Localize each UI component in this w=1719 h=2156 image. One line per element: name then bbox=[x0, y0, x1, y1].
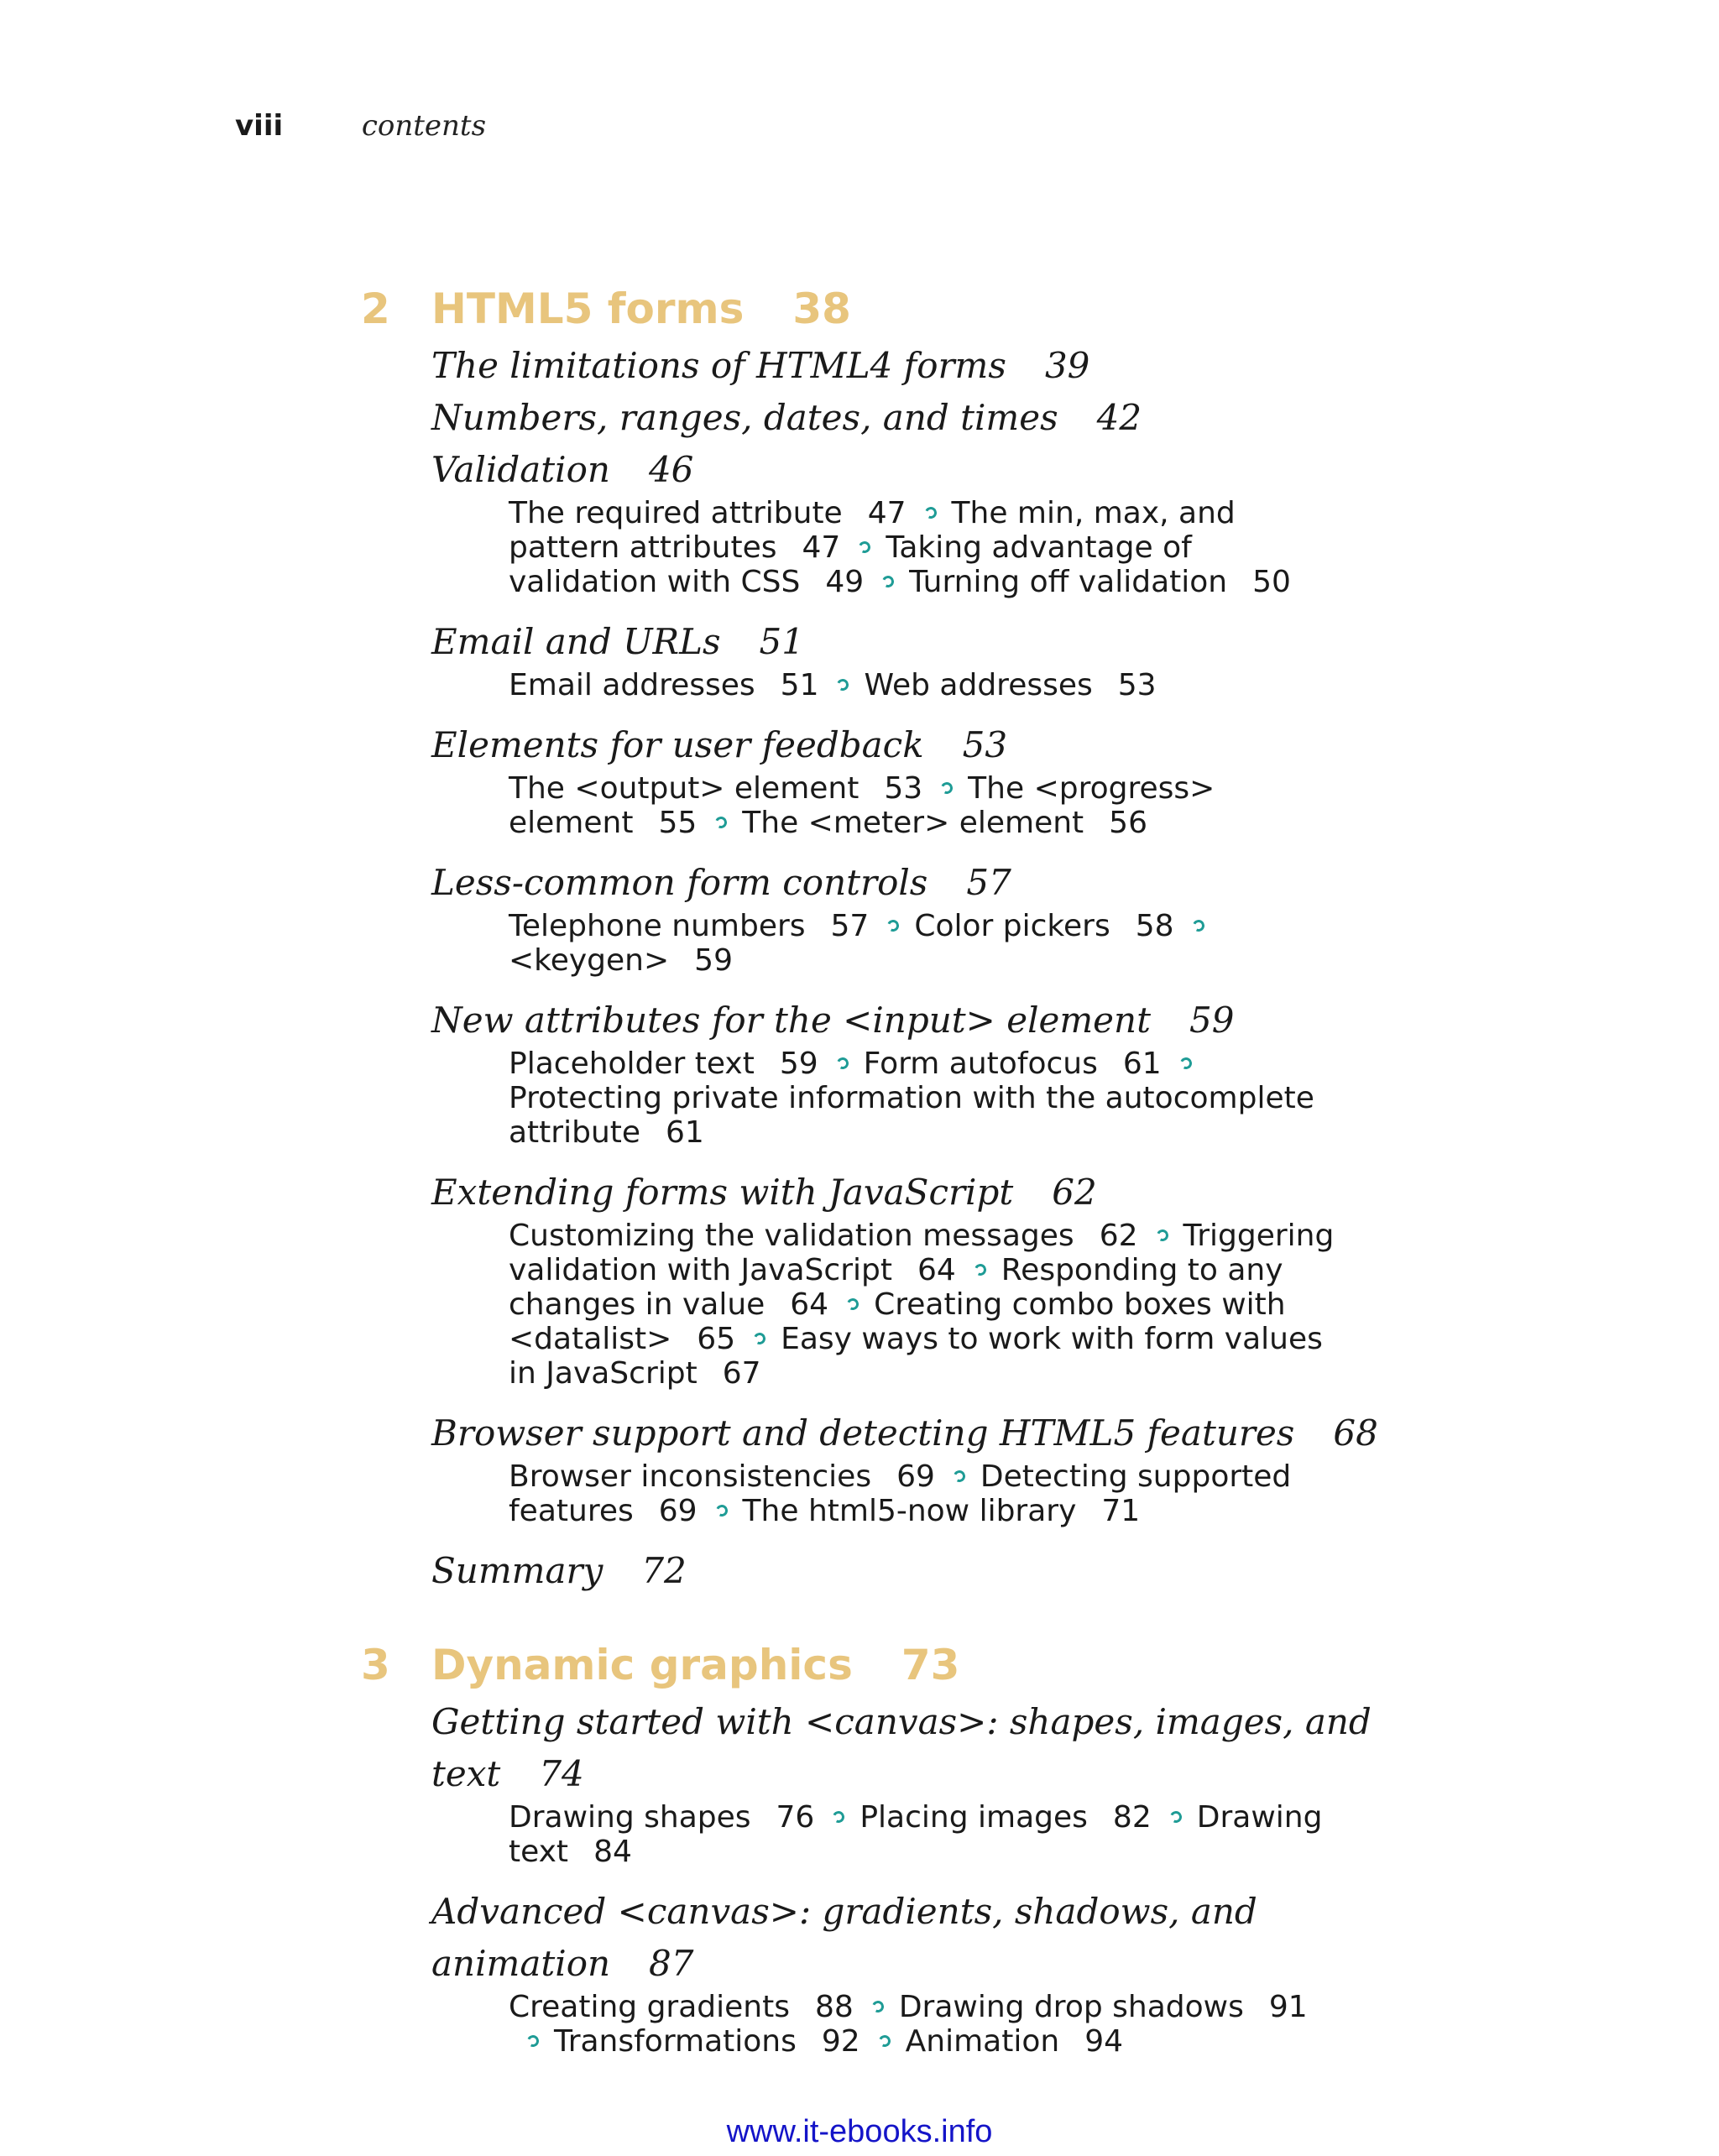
subsection-title: Drawing shapes bbox=[509, 1800, 751, 1835]
section-entry[interactable] bbox=[431, 444, 1519, 496]
section-page-number: 57 bbox=[966, 862, 1011, 903]
subsection-entry[interactable] bbox=[509, 1459, 935, 1494]
subsection-title: Transformations bbox=[554, 2024, 797, 2059]
section-entry[interactable] bbox=[431, 719, 1519, 771]
subsection-title: Drawing text bbox=[509, 1800, 1323, 1869]
subsection-title: Protecting private information with the autocomplete attribute bbox=[509, 1081, 1314, 1150]
chapter-heading[interactable] bbox=[361, 1637, 1519, 1693]
subsection-page-number: 49 bbox=[825, 565, 865, 599]
bullet-icon bbox=[973, 1262, 988, 1277]
section-page-number: 72 bbox=[641, 1550, 687, 1591]
section-entry[interactable] bbox=[431, 1407, 1519, 1459]
subsection-page-number: 64 bbox=[917, 1253, 956, 1287]
bullet-icon bbox=[713, 815, 729, 830]
chapter-heading[interactable] bbox=[361, 281, 1519, 337]
toc-section bbox=[431, 1886, 1519, 2059]
subsection-entry[interactable] bbox=[899, 1990, 1308, 2024]
subsection-list bbox=[509, 1990, 1348, 2059]
toc-section bbox=[431, 994, 1519, 1150]
subsection-entry[interactable] bbox=[864, 668, 1156, 702]
subsection-page-number: 59 bbox=[694, 943, 733, 978]
subsection-title: Web addresses bbox=[864, 668, 1093, 702]
subsection-title: Detecting supported features bbox=[509, 1459, 1292, 1528]
running-head bbox=[235, 109, 486, 143]
subsection-title: Creating combo boxes with <datalist> bbox=[509, 1287, 1286, 1356]
subsection-title: Placing images bbox=[860, 1800, 1088, 1835]
bullet-icon bbox=[845, 1297, 860, 1312]
subsection-page-number: 62 bbox=[1099, 1219, 1138, 1253]
subsection-entry[interactable] bbox=[509, 668, 818, 702]
subsection-list bbox=[509, 1047, 1348, 1150]
subsection-title: The <meter> element bbox=[742, 806, 1084, 840]
section-page-number: 68 bbox=[1333, 1412, 1378, 1454]
subsection-title: Customizing the validation messages bbox=[509, 1219, 1074, 1253]
section-page-number: 74 bbox=[539, 1753, 584, 1794]
subsection-entry[interactable] bbox=[509, 1047, 818, 1081]
subsection-entry[interactable] bbox=[554, 2024, 860, 2059]
subsection-entry[interactable] bbox=[860, 1800, 1151, 1835]
subsection-title: The <progress> element bbox=[509, 771, 1215, 840]
subsection-title: Email addresses bbox=[509, 668, 755, 702]
bullet-icon bbox=[870, 1999, 886, 2014]
toc-section bbox=[431, 719, 1519, 840]
section-title: Browser support and detecting HTML5 features bbox=[431, 1412, 1295, 1454]
toc-section bbox=[431, 1545, 1519, 1597]
bullet-icon bbox=[1178, 1056, 1194, 1071]
section-page-number: 46 bbox=[648, 449, 694, 490]
subsection-title: Triggering validation with JavaScript bbox=[509, 1219, 1335, 1287]
subsection-title: Drawing drop shadows bbox=[898, 1990, 1244, 2024]
subsection-page-number: 92 bbox=[821, 2024, 860, 2059]
subsection-title: <keygen> bbox=[509, 943, 670, 978]
subsection-page-number: 50 bbox=[1252, 565, 1291, 599]
section-title: Email and URLs bbox=[431, 621, 721, 662]
subsection-page-number: 61 bbox=[666, 1115, 704, 1150]
toc-section bbox=[431, 1407, 1519, 1528]
subsection-page-number: 67 bbox=[722, 1356, 761, 1391]
toc-section bbox=[431, 392, 1519, 444]
toc-section bbox=[431, 1167, 1519, 1391]
section-title: Less-common form controls bbox=[431, 862, 928, 903]
subsection-entry[interactable] bbox=[509, 1081, 1314, 1150]
subsection-page-number: 47 bbox=[802, 530, 841, 565]
subsection-entry[interactable] bbox=[509, 771, 922, 806]
bullet-icon bbox=[886, 918, 901, 933]
subsection-list bbox=[509, 1459, 1348, 1528]
bullet-icon bbox=[880, 574, 896, 589]
subsection-page-number: 82 bbox=[1112, 1800, 1152, 1835]
footer-link[interactable]: www.it-ebooks.info bbox=[726, 2114, 993, 2149]
subsection-page-number: 76 bbox=[776, 1800, 815, 1835]
bullet-icon bbox=[1191, 918, 1206, 933]
bullet-icon bbox=[939, 780, 954, 796]
section-title: New attributes for the <input> element bbox=[431, 1000, 1151, 1041]
subsection-entry[interactable] bbox=[509, 943, 733, 978]
section-page-number: 59 bbox=[1189, 1000, 1235, 1041]
section-title: Summary bbox=[431, 1550, 603, 1591]
subsection-page-number: 56 bbox=[1109, 806, 1147, 840]
section-entry[interactable] bbox=[431, 1696, 1519, 1800]
subsection-entry[interactable] bbox=[509, 1990, 854, 2024]
subsection-list bbox=[509, 1219, 1348, 1391]
subsection-entry[interactable] bbox=[742, 806, 1147, 840]
subsection-title: Placeholder text bbox=[509, 1047, 755, 1081]
subsection-title: The html5-now library bbox=[742, 1494, 1077, 1528]
subsection-entry[interactable] bbox=[914, 909, 1173, 943]
bullet-icon bbox=[836, 677, 851, 692]
subsection-page-number: 91 bbox=[1268, 1990, 1308, 2024]
subsection-page-number: 53 bbox=[884, 771, 923, 806]
section-page-number: 62 bbox=[1052, 1172, 1097, 1213]
bullet-icon bbox=[752, 1331, 767, 1346]
subsection-page-number: 64 bbox=[790, 1287, 829, 1322]
chapter-page-number: 73 bbox=[901, 1641, 960, 1689]
section-entry[interactable] bbox=[431, 1167, 1519, 1219]
chapter-number: 2 bbox=[361, 285, 390, 333]
subsection-page-number: 61 bbox=[1122, 1047, 1162, 1081]
subsection-list bbox=[509, 909, 1348, 978]
section-title: Numbers, ranges, dates, and times bbox=[431, 397, 1058, 438]
subsection-title: Creating gradients bbox=[509, 1990, 790, 2024]
subsection-list bbox=[509, 771, 1348, 840]
subsection-list bbox=[509, 496, 1348, 599]
subsection-page-number: 71 bbox=[1101, 1494, 1141, 1528]
subsection-title: Browser inconsistencies bbox=[509, 1459, 872, 1494]
bullet-icon bbox=[877, 2033, 892, 2049]
section-title: Getting started with <canvas>: shapes, images, and text bbox=[431, 1701, 1372, 1794]
subsection-entry[interactable] bbox=[743, 1494, 1141, 1528]
section-title: Validation bbox=[431, 449, 610, 490]
bullet-icon bbox=[857, 540, 872, 555]
section-page-number: 87 bbox=[649, 1943, 694, 1984]
subsection-title: Color pickers bbox=[914, 909, 1110, 943]
subsection-page-number: 94 bbox=[1084, 2024, 1124, 2059]
subsection-title: Animation bbox=[905, 2024, 1060, 2059]
section-page-number: 51 bbox=[759, 621, 804, 662]
bullet-icon bbox=[714, 1503, 729, 1518]
subsection-title: Responding to any changes in value bbox=[509, 1253, 1283, 1322]
subsection-page-number: 55 bbox=[658, 806, 698, 840]
section-page-number: 42 bbox=[1096, 397, 1142, 438]
chapter-title: Dynamic graphics bbox=[431, 1641, 853, 1689]
section-title: The limitations of HTML4 forms bbox=[431, 345, 1006, 386]
subsection-title: Taking advantage of validation with CSS bbox=[509, 530, 1192, 599]
bullet-icon bbox=[525, 2033, 541, 2049]
bullet-icon bbox=[952, 1469, 967, 1484]
section-entry[interactable] bbox=[431, 616, 1519, 668]
chapter-page-number: 38 bbox=[792, 285, 851, 333]
toc-section bbox=[431, 444, 1519, 599]
subsection-page-number: 59 bbox=[779, 1047, 818, 1081]
toc-section bbox=[431, 616, 1519, 702]
subsection-page-number: 53 bbox=[1117, 668, 1157, 702]
subsection-title: The required attribute bbox=[509, 496, 843, 530]
subsection-page-number: 69 bbox=[896, 1459, 935, 1494]
bullet-icon bbox=[1155, 1228, 1170, 1243]
table-of-contents bbox=[361, 281, 1519, 2075]
bullet-icon bbox=[831, 1809, 846, 1825]
subsection-page-number: 57 bbox=[830, 909, 870, 943]
bullet-icon bbox=[835, 1056, 850, 1071]
subsection-page-number: 69 bbox=[658, 1494, 698, 1528]
subsection-entry[interactable] bbox=[906, 2024, 1123, 2059]
bullet-icon bbox=[1168, 1809, 1183, 1825]
subsection-page-number: 58 bbox=[1135, 909, 1174, 943]
section-title: Extending forms with JavaScript bbox=[431, 1172, 1014, 1213]
running-head-label: contents bbox=[361, 109, 487, 143]
subsection-page-number: 51 bbox=[780, 668, 819, 702]
subsection-title: Telephone numbers bbox=[509, 909, 806, 943]
bullet-icon bbox=[923, 505, 938, 520]
subsection-title: The min, max, and pattern attributes bbox=[509, 496, 1236, 565]
section-title: Elements for user feedback bbox=[431, 724, 924, 765]
subsection-entry[interactable] bbox=[509, 496, 907, 530]
section-page-number: 39 bbox=[1044, 345, 1090, 386]
footer bbox=[0, 2113, 1719, 2150]
subsection-entry[interactable] bbox=[509, 1800, 814, 1835]
subsection-title: The <output> element bbox=[509, 771, 860, 806]
subsection-entry[interactable] bbox=[509, 1219, 1138, 1253]
subsection-entry[interactable] bbox=[909, 565, 1291, 599]
section-title: Advanced <canvas>: gradients, shadows, and animation bbox=[431, 1891, 1257, 1984]
subsection-page-number: 65 bbox=[697, 1322, 736, 1356]
toc-section bbox=[431, 340, 1519, 392]
page-folio: viii bbox=[235, 109, 284, 143]
section-entry[interactable] bbox=[431, 1545, 1519, 1597]
subsection-list bbox=[509, 1800, 1348, 1869]
subsection-page-number: 47 bbox=[867, 496, 907, 530]
subsection-entry[interactable] bbox=[864, 1047, 1162, 1081]
subsection-page-number: 84 bbox=[593, 1835, 632, 1869]
subsection-list bbox=[509, 668, 1348, 702]
section-entry[interactable] bbox=[431, 1886, 1519, 1990]
toc-section bbox=[431, 1696, 1519, 1869]
section-entry[interactable] bbox=[431, 857, 1519, 909]
subsection-page-number: 88 bbox=[815, 1990, 854, 2024]
subsection-title: Form autofocus bbox=[863, 1047, 1098, 1081]
subsection-entry[interactable] bbox=[509, 909, 869, 943]
chapter-title: HTML5 forms bbox=[431, 285, 745, 333]
subsection-title: Easy ways to work with form values in JavaScript bbox=[509, 1322, 1323, 1391]
section-entry[interactable] bbox=[431, 994, 1519, 1047]
section-entry[interactable] bbox=[431, 340, 1519, 392]
toc-section bbox=[431, 857, 1519, 978]
chapter-number: 3 bbox=[361, 1641, 390, 1689]
subsection-title: Turning off validation bbox=[909, 565, 1228, 599]
section-page-number: 53 bbox=[962, 724, 1008, 765]
section-entry[interactable] bbox=[431, 392, 1519, 444]
